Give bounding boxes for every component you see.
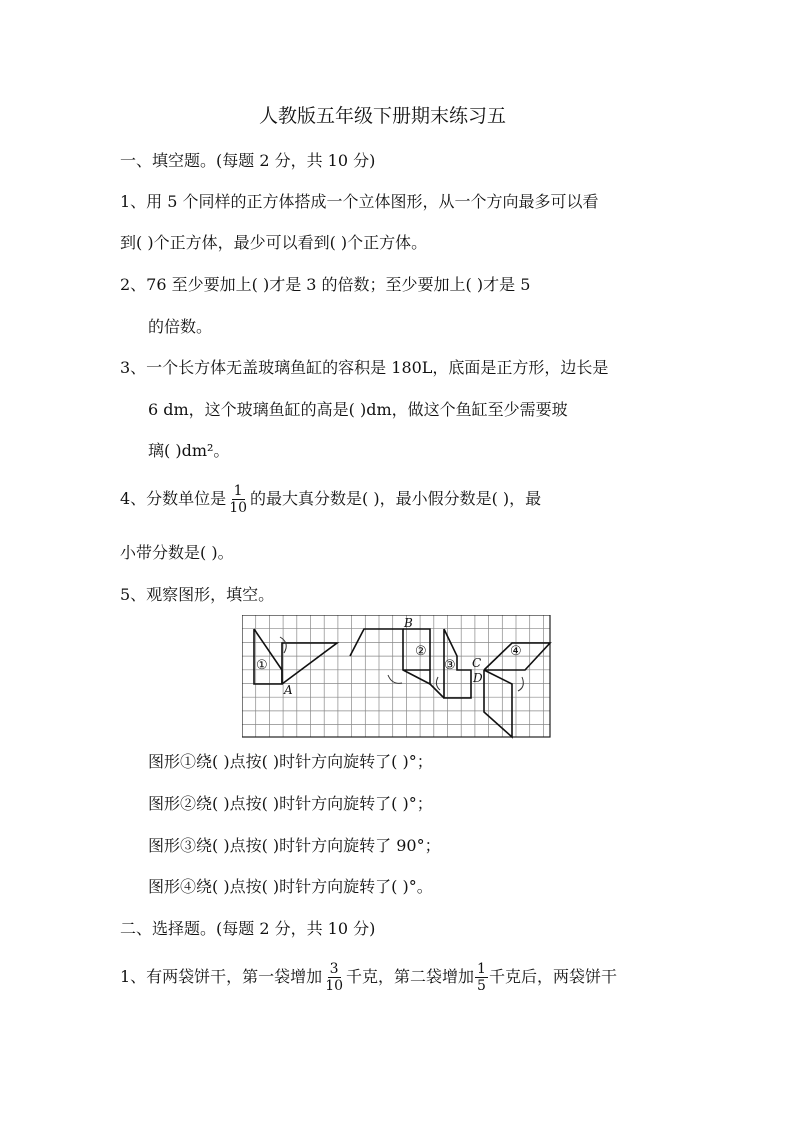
q5-item-4: 图形④绕( )点按( )时针方向旋转了( )°。 — [148, 877, 433, 896]
fraction-denominator: 10 — [229, 500, 248, 516]
arrow-2 — [388, 675, 402, 683]
section2-heading: 二、选择题。(每题 2 分，共 10 分) — [120, 919, 376, 938]
rotation-arrows — [280, 637, 523, 691]
s2-q1-prefix: 1、有两袋饼干，第一袋增加 — [120, 967, 323, 986]
label-C: C — [472, 656, 482, 670]
s2-q1-line1 — [120, 961, 617, 994]
s2-q1-fraction-2 — [475, 961, 488, 994]
q5-item-3: 图形③绕( )点按( )时针方向旋转了 90°； — [148, 836, 441, 855]
label-circle-3: ③ — [444, 658, 456, 673]
q5-item-2: 图形②绕( )点按( )时针方向旋转了( )°； — [148, 794, 433, 813]
fraction-numerator: 3 — [329, 961, 339, 977]
q4-suffix: 的最大真分数是( )，最小假分数是( )，最 — [250, 489, 542, 508]
q4-prefix: 4、分数单位是 — [120, 489, 227, 508]
q4-line1 — [120, 483, 541, 516]
label-D: D — [473, 671, 483, 685]
q4-line2: 小带分数是( )。 — [120, 543, 234, 562]
q3-line3: 璃( )dm²。 — [148, 441, 230, 460]
label-A: A — [284, 683, 293, 697]
fraction-numerator: 1 — [233, 483, 243, 499]
q4-fraction — [227, 483, 249, 516]
grid-lines — [242, 615, 550, 737]
label-circle-2: ② — [415, 644, 427, 659]
arrow-4 — [518, 677, 523, 691]
rotation-grid-figure — [242, 615, 552, 740]
s2-q1-suffix: 千克后，两袋饼干 — [488, 967, 617, 986]
fraction-denominator: 10 — [325, 978, 344, 994]
s2-q1-middle: 千克，第二袋增加 — [346, 967, 475, 986]
q3-line1: 3、一个长方体无盖玻璃鱼缸的容积是 180L，底面是正方形，边长是 — [120, 358, 609, 377]
q2-line1: 2、76 至少要加上( )才是 3 的倍数；至少要加上( )才是 5 — [120, 275, 531, 294]
section1-heading: 一、填空题。(每题 2 分，共 10 分) — [120, 151, 376, 170]
label-circle-1: ① — [256, 658, 268, 673]
shape-1 — [254, 629, 282, 684]
fraction-denominator: 5 — [477, 978, 486, 994]
q1-line1: 1、用 5 个同样的正方体搭成一个立体图形，从一个方向最多可以看 — [120, 192, 599, 211]
page-title: 人教版五年级下册期末练习五 — [259, 105, 507, 127]
q3-line2: 6 dm，这个玻璃鱼缸的高是( )dm，做这个鱼缸至少需要玻 — [148, 400, 568, 419]
q2-line2: 的倍数。 — [148, 317, 213, 336]
fraction-numerator: 1 — [477, 961, 486, 977]
shape-4-rotated — [484, 670, 512, 737]
q5-item-1: 图形①绕( )点按( )时针方向旋转了( )°； — [148, 752, 433, 771]
q1-line2: 到( )个正方体，最少可以看到( )个正方体。 — [120, 233, 428, 252]
shape-1-rotated — [282, 643, 337, 684]
q5-prompt: 5、观察图形，填空。 — [120, 585, 275, 604]
label-circle-4: ④ — [510, 644, 522, 659]
s2-q1-fraction-1 — [323, 961, 345, 994]
grid-border — [242, 615, 550, 737]
label-B: B — [404, 616, 413, 630]
